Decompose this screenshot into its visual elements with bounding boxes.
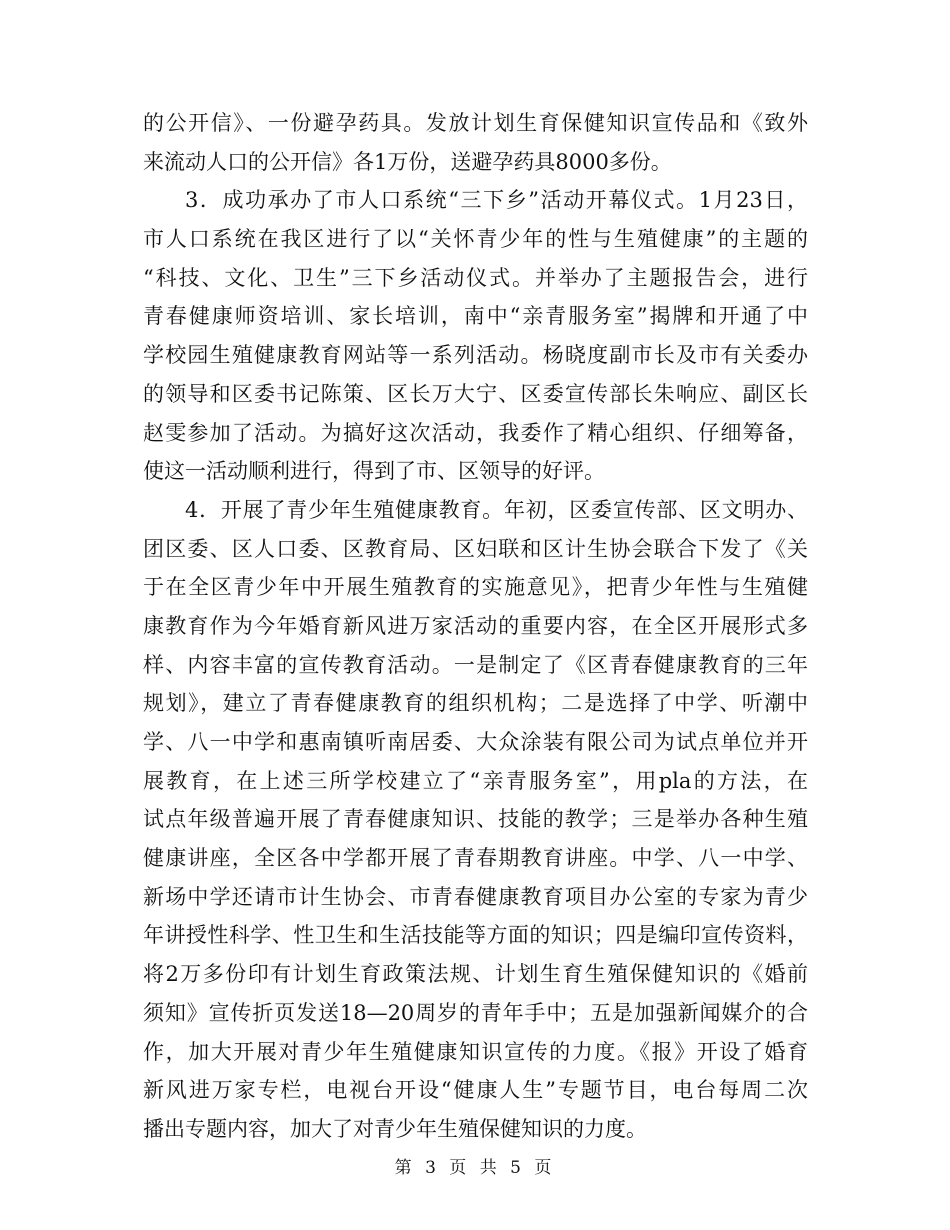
text-line: 康教育作为今年婚育新风进万家活动的重要内容，在全区开展形式多 (143, 613, 808, 638)
text-line: 展教育，在上述三所学校建立了“亲青服务室”，用pla的方法，在 (143, 768, 808, 793)
text-line: 使这一活动顺利进行，得到了市、区领导的好评。 (143, 459, 605, 484)
text-line: 新风进万家专栏，电视台开设“健康人生”专题节目，电台每周二次 (143, 1078, 808, 1103)
text-line: 播出专题内容，加大了对青少年生殖保健知识的力度。 (143, 1116, 647, 1141)
text-line: 须知》宣传折页发送18—20周岁的青年手中；五是加强新闻媒介的合 (143, 1000, 808, 1025)
text-line: 样、内容丰富的宣传教育活动。一是制定了《区青春健康教育的三年 (143, 652, 808, 677)
text-line: 团区委、区人口委、区教育局、区妇联和区计生协会联合下发了《关 (143, 536, 808, 561)
text-line: 规划》，建立了青春健康教育的组织机构；二是选择了中学、听潮中 (143, 691, 808, 716)
document-body (143, 104, 808, 1149)
text-line: 学、八一中学和惠南镇听南居委、大众涂装有限公司为试点单位并开 (143, 730, 808, 754)
text-line: 作，加大开展对青少年生殖健康知识宣传的力度。《报》开设了婚育 (143, 1039, 808, 1064)
text-line: “科技、文化、卫生”三下乡活动仪式。并举办了主题报告会，进行 (143, 265, 808, 290)
text-line: 市人口系统在我区进行了以“关怀青少年的性与生殖健康”的主题的 (143, 227, 808, 252)
text-line: 学校园生殖健康教育网站等一系列活动。杨晓度副市长及市有关委办 (143, 343, 808, 368)
text-line: 健康讲座，全区各中学都开展了青春期教育讲座。中学、八一中学、 (143, 846, 808, 871)
paragraph (143, 181, 808, 491)
text-line: 于在全区青少年中开展生殖教育的实施意见》，把青少年性与生殖健 (143, 575, 808, 600)
paragraph (143, 104, 808, 181)
text-line: 3．成功承办了市人口系统“三下乡”活动开幕仪式。1月23日， (185, 188, 808, 213)
text-line: 来流动人口的公开信》各1万份，送避孕药具8000多份。 (143, 149, 672, 174)
text-line: 青春健康师资培训、家长培训，南中“亲青服务室”揭牌和开通了中 (143, 304, 808, 329)
text-line: 年讲授性科学、性卫生和生活技能等方面的知识；四是编印宣传资料， (143, 923, 808, 948)
page-footer: 第 3 页 共 5 页 (394, 1158, 556, 1178)
text-line: 的公开信》、一份避孕药具。发放计划生育保健知识宣传品和《致外 (143, 111, 808, 135)
text-line: 试点年级普遍开展了青春健康知识、技能的教学；三是举办各种生殖 (143, 807, 808, 832)
paragraph (143, 491, 808, 1149)
text-line: 的领导和区委书记陈策、区长万大宁、区委宣传部长朱响应、副区长 (143, 381, 808, 406)
text-line: 新场中学还请市计生协会、市青春健康教育项目办公室的专家为青少 (143, 884, 808, 909)
text-line: 将2万多份印有计划生育政策法规、计划生育生殖保健知识的《婚前 (143, 962, 808, 987)
text-line: 赵雯参加了活动。为搞好这次活动，我委作了精心组织、仔细筹备， (143, 420, 808, 445)
text-line: 4．开展了青少年生殖健康教育。年初，区委宣传部、区文明办、 (185, 497, 808, 522)
